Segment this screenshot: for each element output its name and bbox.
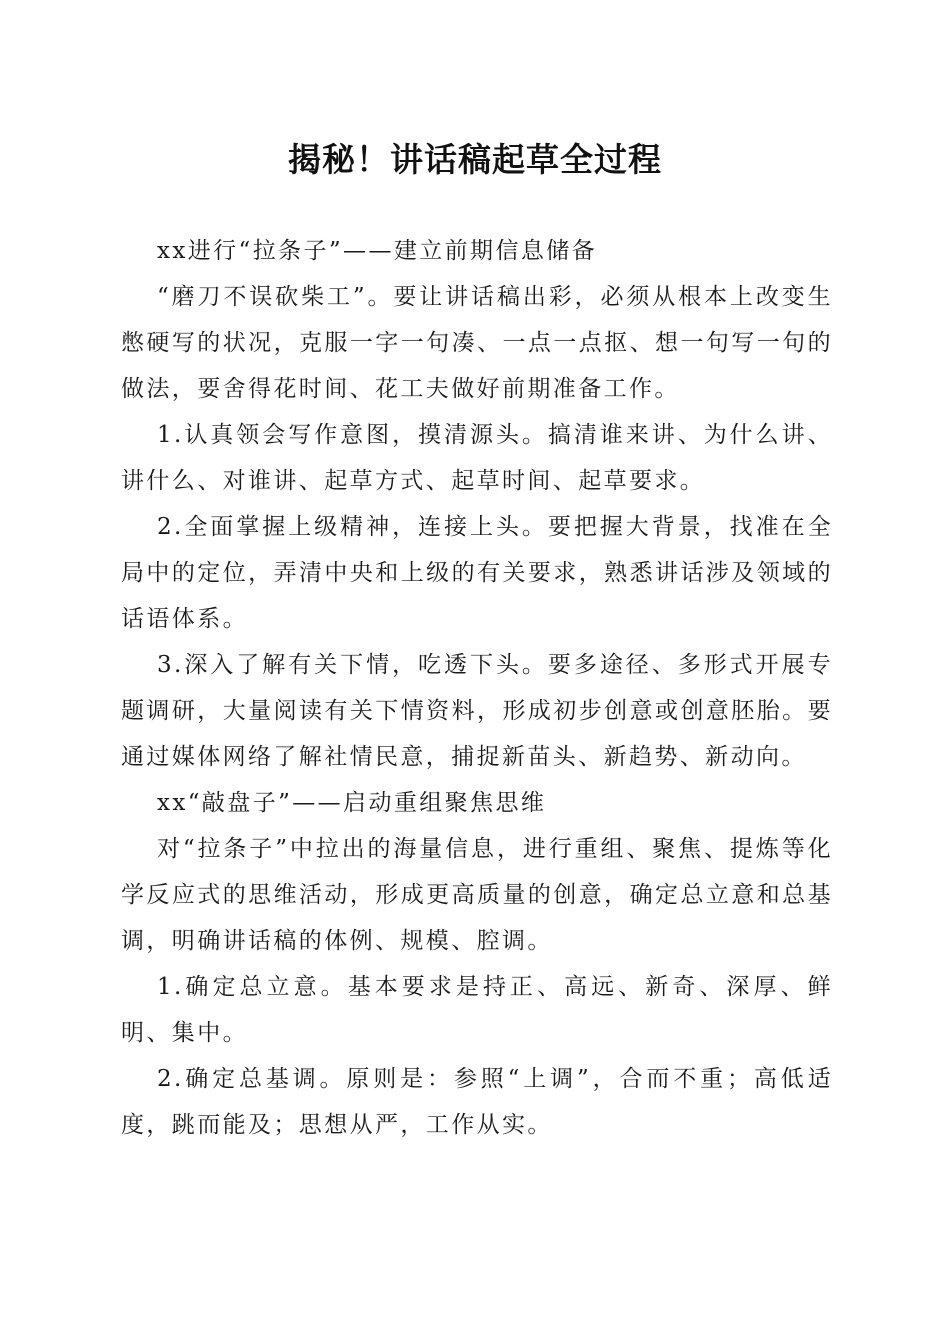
paragraph: 1.确定总立意。基本要求是持正、高远、新奇、深厚、鲜明、集中。 — [121, 974, 833, 1046]
section-heading-1: xx进行“拉条子”——建立前期信息储备 — [157, 238, 598, 264]
section-heading-2: xx“敲盘子”——启动重组聚焦思维 — [157, 790, 547, 816]
document-title: 揭秘！讲话稿起草全过程 — [288, 140, 662, 179]
paragraph: 1.认真领会写作意图，摸清源头。搞清谁来讲、为什么讲、讲什么、对谁讲、起草方式、起草时间、起草要求。 — [121, 422, 833, 494]
paragraph: 2.全面掌握上级精神，连接上头。要把握大背景，找准在全局中的定位，弄清中央和上级的有关要求，熟悉讲话涉及领域的话语体系。 — [121, 514, 833, 632]
paragraph: 2.确定总基调。原则是：参照“上调”，合而不重；高低适度，跳而能及；思想从严，工作从实。 — [121, 1066, 833, 1138]
document-body — [121, 228, 833, 1148]
paragraph: “磨刀不误砍柴工”。要让讲话稿出彩，必须从根本上改变生憋硬写的状况，克服一字一句凑、一点一点抠、想一句写一句的做法，要舍得花时间、花工夫做好前期准备工作。 — [121, 284, 833, 402]
paragraph: 对“拉条子”中拉出的海量信息，进行重组、聚焦、提炼等化学反应式的思维活动，形成更高质量的创意，确定总立意和总基调，明确讲话稿的体例、规模、腔调。 — [121, 836, 833, 954]
paragraph: 3.深入了解有关下情，吃透下头。要多途径、多形式开展专题调研，大量阅读有关下情资料，形成初步创意或创意胚胎。要通过媒体网络了解社情民意，捕捉新苗头、新趋势、新动向。 — [121, 652, 833, 770]
